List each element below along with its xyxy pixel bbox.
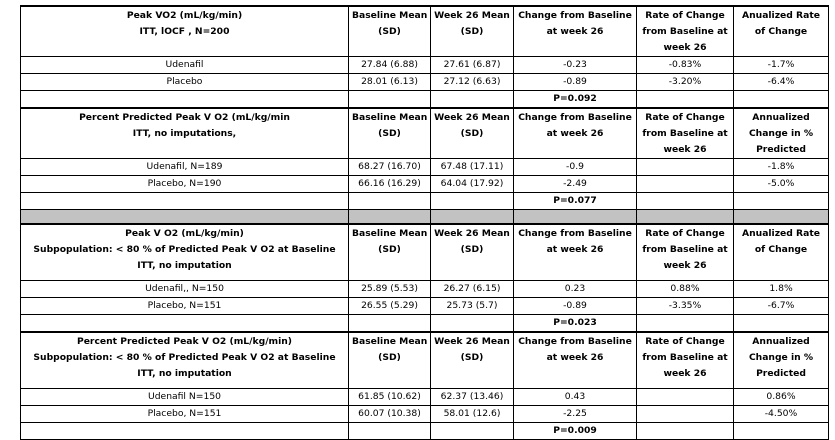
header-line: Percent Predicted Peak V O2 (mL/kg/min [79, 112, 290, 123]
header-line: from Baseline at [642, 128, 728, 139]
col-header-week26 [431, 108, 514, 159]
row-label: Placebo, N=151 [21, 406, 349, 423]
separator-cell [637, 210, 734, 225]
section-title [21, 6, 349, 57]
row-label: Placebo [21, 74, 349, 91]
separator-cell [21, 210, 349, 225]
empty-cell [21, 314, 349, 332]
col-header-change [514, 332, 637, 389]
annualized-cell: 1.8% [734, 280, 829, 297]
header-line: from Baseline at [642, 244, 728, 255]
col-header-change [514, 6, 637, 57]
week26-mean-cell: 67.48 (17.11) [431, 159, 514, 176]
change-cell: -0.23 [514, 57, 637, 74]
empty-cell [431, 423, 514, 440]
baseline-mean-cell: 60.07 (10.38) [349, 406, 431, 423]
header-line: ITT, lOCF , N=200 [139, 26, 230, 37]
empty-cell [734, 314, 829, 332]
change-cell: -0.9 [514, 159, 637, 176]
baseline-mean-cell: 25.89 (5.53) [349, 280, 431, 297]
change-cell: -2.25 [514, 406, 637, 423]
change-cell: -2.49 [514, 176, 637, 193]
rate-of-change-cell: -3.35% [637, 297, 734, 314]
empty-cell [21, 91, 349, 109]
week26-mean-cell: 64.04 (17.92) [431, 176, 514, 193]
header-line: at week 26 [546, 351, 604, 363]
col-header-annualized [734, 108, 829, 159]
week26-mean-cell: 27.61 (6.87) [431, 57, 514, 74]
header-line: Subpopulation: < 80 % of Predicted Peak V O2 at Baseline [33, 244, 336, 255]
header-line: Anualized Rate [742, 228, 820, 239]
change-cell: -0.89 [514, 74, 637, 91]
empty-cell [637, 193, 734, 210]
separator-cell [514, 210, 637, 225]
rate-of-change-cell [637, 389, 734, 406]
row-label: Udenafil, N=189 [21, 159, 349, 176]
header-line: (SD) [460, 128, 484, 139]
table-row [21, 176, 829, 193]
p-value-row [21, 91, 829, 109]
col-header-rate [637, 108, 734, 159]
annualized-cell: -4.50% [734, 406, 829, 423]
col-header-change [514, 224, 637, 280]
col-header-week26 [431, 332, 514, 389]
header-line: Baseline Mean [352, 335, 428, 347]
header-line: week 26 [663, 260, 707, 271]
section-separator [21, 210, 829, 225]
table-row [21, 280, 829, 297]
empty-cell [734, 193, 829, 210]
table-row [21, 159, 829, 176]
annualized-cell: -5.0% [734, 176, 829, 193]
row-label: Placebo, N=190 [21, 176, 349, 193]
header-line: (SD) [378, 26, 401, 37]
rate-of-change-cell: -0.83% [637, 57, 734, 74]
empty-cell [637, 423, 734, 440]
col-header-baseline [349, 224, 431, 280]
separator-cell [734, 210, 829, 225]
empty-cell [431, 91, 514, 109]
header-line: Annualized [752, 335, 810, 347]
p-value: P=0.023 [514, 314, 637, 332]
section-header-row [21, 224, 829, 280]
empty-cell [734, 423, 829, 440]
section-title [21, 224, 349, 280]
header-line: ITT, no imputation [137, 367, 232, 379]
header-line: of Change [754, 26, 808, 37]
header-line: Change from Baseline [518, 10, 632, 21]
empty-cell [734, 91, 829, 109]
header-line: at week 26 [546, 244, 604, 255]
header-line: Anualized Rate [742, 10, 820, 21]
annualized-cell: 0.86% [734, 389, 829, 406]
results-document [20, 5, 828, 440]
col-header-baseline [349, 108, 431, 159]
header-line: Week 26 Mean [434, 10, 510, 21]
header-line: (SD) [378, 351, 401, 363]
header-line: (SD) [460, 244, 484, 255]
baseline-mean-cell: 26.55 (5.29) [349, 297, 431, 314]
change-cell: -0.89 [514, 297, 637, 314]
header-line: Week 26 Mean [434, 228, 510, 239]
p-value: P=0.092 [514, 91, 637, 109]
col-header-week26 [431, 224, 514, 280]
week26-mean-cell: 25.73 (5.7) [431, 297, 514, 314]
header-line: ITT, no imputation [137, 260, 232, 271]
header-line: of Change [754, 244, 808, 255]
section-title [21, 332, 349, 389]
empty-cell [349, 423, 431, 440]
header-line: Predicted [756, 367, 806, 379]
header-line: (SD) [460, 351, 484, 363]
p-value: P=0.009 [514, 423, 637, 440]
week26-mean-cell: 27.12 (6.63) [431, 74, 514, 91]
change-cell: 0.43 [514, 389, 637, 406]
table-row [21, 57, 829, 74]
annualized-cell: -6.4% [734, 74, 829, 91]
header-line: from Baseline at [642, 351, 728, 363]
header-line: Baseline Mean [352, 112, 428, 123]
col-header-annualized [734, 332, 829, 389]
rate-of-change-cell: 0.88% [637, 280, 734, 297]
peak-vo2-results-table [20, 5, 829, 440]
header-line: Week 26 Mean [434, 335, 510, 347]
table-row [21, 406, 829, 423]
header-line: Change from Baseline [518, 228, 632, 239]
header-line: Peak VO2 (mL/kg/min) [126, 10, 243, 21]
header-line: ITT, no imputations, [132, 128, 237, 139]
col-header-rate [637, 6, 734, 57]
week26-mean-cell: 58.01 (12.6) [431, 406, 514, 423]
header-line: Baseline Mean [352, 228, 428, 239]
p-value-row [21, 314, 829, 332]
empty-cell [349, 193, 431, 210]
col-header-change [514, 108, 637, 159]
section-header-row [21, 332, 829, 389]
header-line: from Baseline at [642, 26, 728, 37]
empty-cell [637, 91, 734, 109]
p-value-row [21, 423, 829, 440]
header-line: week 26 [663, 367, 707, 379]
baseline-mean-cell: 28.01 (6.13) [349, 74, 431, 91]
col-header-baseline [349, 332, 431, 389]
baseline-mean-cell: 61.85 (10.62) [349, 389, 431, 406]
header-line: Peak V O2 (mL/kg/min) [125, 228, 244, 239]
rate-of-change-cell: -3.20% [637, 74, 734, 91]
table-row [21, 74, 829, 91]
empty-cell [21, 423, 349, 440]
annualized-cell: -1.8% [734, 159, 829, 176]
week26-mean-cell: 62.37 (13.46) [431, 389, 514, 406]
rate-of-change-cell [637, 406, 734, 423]
rate-of-change-cell [637, 176, 734, 193]
p-value: P=0.077 [514, 193, 637, 210]
header-line: Change in % [748, 128, 814, 139]
week26-mean-cell: 26.27 (6.15) [431, 280, 514, 297]
header-line: Annualized [752, 112, 810, 123]
annualized-cell: -1.7% [734, 57, 829, 74]
header-line: Baseline Mean [352, 10, 428, 21]
separator-cell [349, 210, 431, 225]
header-line: Rate of Change [645, 112, 725, 123]
col-header-week26 [431, 6, 514, 57]
col-header-rate [637, 332, 734, 389]
annualized-cell: -6.7% [734, 297, 829, 314]
header-line: Percent Predicted Peak V O2 (mL/kg/min) [76, 335, 293, 347]
header-line: (SD) [460, 26, 484, 37]
empty-cell [431, 314, 514, 332]
empty-cell [431, 193, 514, 210]
header-line: (SD) [378, 244, 401, 255]
empty-cell [349, 314, 431, 332]
header-line: Week 26 Mean [434, 112, 510, 123]
col-header-annualized [734, 6, 829, 57]
separator-cell [431, 210, 514, 225]
header-line: Rate of Change [645, 10, 725, 21]
row-label: Placebo, N=151 [21, 297, 349, 314]
header-line: Change from Baseline [518, 335, 632, 347]
header-line: at week 26 [546, 128, 604, 139]
empty-cell [21, 193, 349, 210]
table-row [21, 389, 829, 406]
empty-cell [637, 314, 734, 332]
col-header-annualized [734, 224, 829, 280]
baseline-mean-cell: 68.27 (16.70) [349, 159, 431, 176]
col-header-rate [637, 224, 734, 280]
header-line: week 26 [663, 144, 707, 155]
header-line: Rate of Change [645, 228, 725, 239]
header-line: Subpopulation: < 80 % of Predicted Peak V O2 at Baseline [33, 351, 336, 363]
row-label: Udenafil N=150 [21, 389, 349, 406]
row-label: Udenafil,, N=150 [21, 280, 349, 297]
table-row [21, 297, 829, 314]
row-label: Udenafil [21, 57, 349, 74]
baseline-mean-cell: 27.84 (6.88) [349, 57, 431, 74]
header-line: (SD) [378, 128, 401, 139]
header-line: week 26 [663, 42, 707, 53]
header-line: Change from Baseline [518, 112, 632, 123]
header-line: at week 26 [546, 26, 604, 37]
section-header-row [21, 108, 829, 159]
empty-cell [349, 91, 431, 109]
section-header-row [21, 6, 829, 57]
p-value-row [21, 193, 829, 210]
rate-of-change-cell [637, 159, 734, 176]
col-header-baseline [349, 6, 431, 57]
header-line: Change in % [748, 351, 814, 363]
change-cell: 0.23 [514, 280, 637, 297]
section-title [21, 108, 349, 159]
header-line: Rate of Change [645, 335, 725, 347]
baseline-mean-cell: 66.16 (16.29) [349, 176, 431, 193]
header-line: Predicted [756, 144, 806, 155]
